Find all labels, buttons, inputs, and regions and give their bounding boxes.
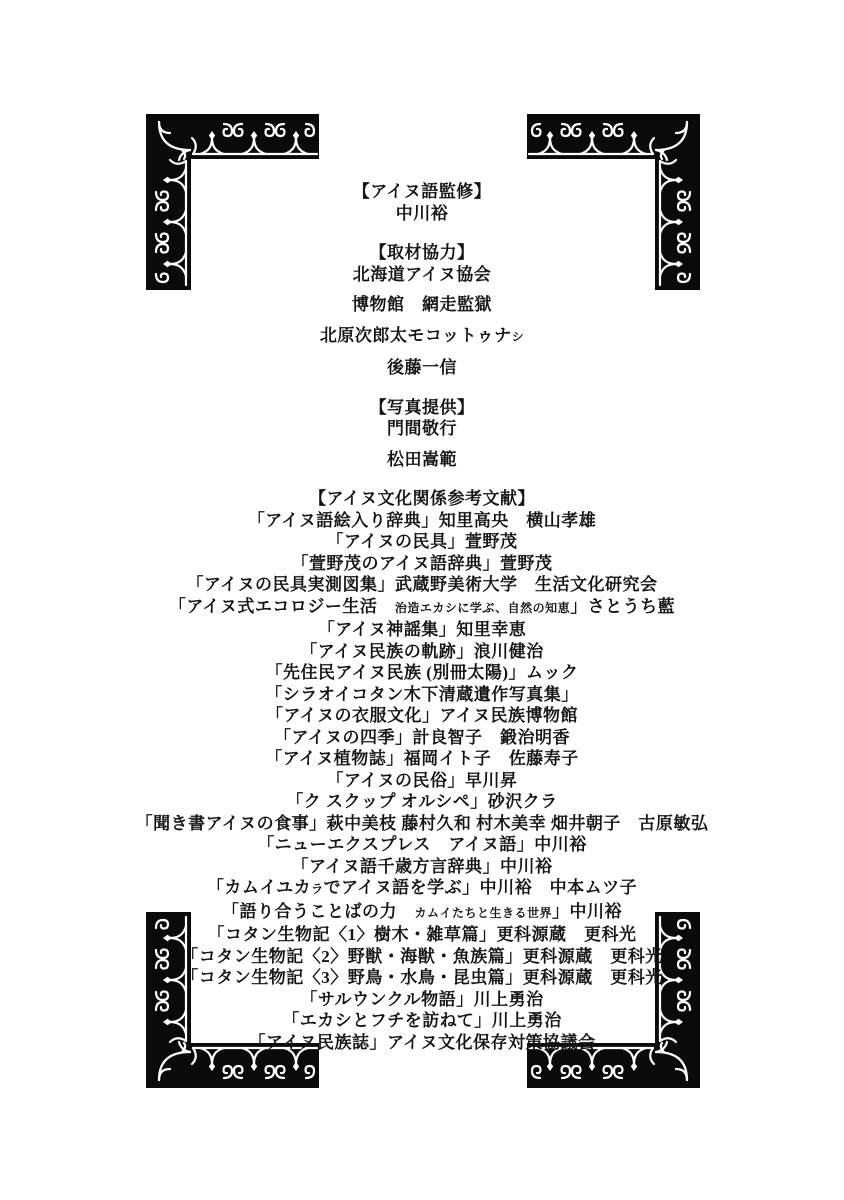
reference-line bbox=[0, 574, 844, 596]
section-items bbox=[0, 510, 844, 1054]
reference-line bbox=[0, 967, 844, 989]
reference-line bbox=[0, 531, 844, 553]
credit-line bbox=[0, 418, 844, 440]
reference-line bbox=[0, 662, 844, 684]
credit-text: 」中川裕 bbox=[552, 901, 622, 921]
reference-line bbox=[0, 553, 844, 575]
credit-line bbox=[0, 325, 844, 349]
credit-text: 」さとうち藍 bbox=[570, 596, 676, 616]
section-photo-credits bbox=[0, 397, 844, 471]
reference-line bbox=[0, 856, 844, 878]
reference-line bbox=[0, 813, 844, 835]
reference-line bbox=[0, 1010, 844, 1032]
section-ainu-language-supervision bbox=[0, 181, 844, 224]
reference-line bbox=[0, 510, 844, 532]
credit-text: 博物館 網走監獄 bbox=[352, 295, 492, 314]
section-heading: 【写真提供】 bbox=[369, 397, 475, 417]
credit-text: 松田嵩範 bbox=[387, 449, 457, 469]
credit-text: 北海道アイヌ協会 bbox=[352, 264, 492, 284]
credit-line bbox=[0, 203, 844, 225]
reference-line bbox=[0, 989, 844, 1011]
reference-line bbox=[0, 684, 844, 706]
credit-text: 「アイヌ語千歳方言辞典」中川裕 bbox=[291, 856, 553, 876]
section-heading: 【取材協力】 bbox=[369, 243, 475, 262]
reference-line bbox=[0, 834, 844, 856]
credit-line bbox=[0, 264, 844, 286]
credit-text-small: シ bbox=[511, 329, 525, 344]
reference-line bbox=[0, 791, 844, 813]
section-heading: 【アイヌ語監修】 bbox=[352, 182, 492, 201]
credit-text: 「アイヌの衣服文化」アイヌ民族博物館 bbox=[266, 706, 578, 725]
credit-text: 「ク スクップ オルシペ」砂沢クラ bbox=[286, 792, 558, 811]
credit-text: 「コタン生物記〈1〉樹木・雑草篇」更科源蔵 更科光 bbox=[207, 925, 637, 944]
credit-text: 「アイヌ民族の軌跡」浪川健治 bbox=[300, 641, 544, 661]
credit-text: 「コタン生物記〈3〉野鳥・水鳥・昆虫篇」更科源蔵 更科光 bbox=[181, 968, 663, 987]
section-heading: 【アイヌ文化関係参考文献】 bbox=[309, 489, 535, 508]
credit-text-small: ラ bbox=[311, 882, 324, 896]
section-references bbox=[0, 488, 844, 1053]
credit-text: 後藤一信 bbox=[387, 358, 457, 377]
credit-text: 「カムイユカ bbox=[206, 878, 312, 897]
credit-text: 「聞き書アイヌの食事」萩中美枝 藤村久和 村木美幸 畑井朝子 古原敏弘 bbox=[135, 813, 709, 833]
section-items bbox=[0, 264, 844, 379]
credit-text: 「アイヌ民族誌」アイヌ文化保存対策協議会 bbox=[248, 1032, 596, 1052]
credit-text: 「エカシとフチを訪ねて」川上勇治 bbox=[282, 1011, 562, 1030]
credit-text: 「萱野茂のアイヌ語辞典」萱野茂 bbox=[291, 553, 553, 573]
reference-line bbox=[0, 877, 844, 901]
credit-text: 「アイヌの四季」計良智子 鍛治明香 bbox=[274, 727, 570, 747]
section-items bbox=[0, 203, 844, 225]
section-research-cooperation bbox=[0, 242, 844, 379]
reference-line bbox=[0, 1032, 844, 1054]
credit-text: 「先住民アイヌ民族 (別冊太陽)」ムック bbox=[265, 663, 579, 682]
credit-text: 「ニューエクスプレス アイヌ語」中川裕 bbox=[257, 835, 587, 854]
credit-text: 「アイヌの民俗」早川昇 bbox=[326, 770, 518, 790]
reference-line bbox=[0, 748, 844, 770]
credit-text: 中川裕 bbox=[395, 203, 449, 223]
reference-line bbox=[0, 727, 844, 749]
credit-text: 「語り合うことばの力 bbox=[221, 901, 415, 921]
reference-line bbox=[0, 596, 844, 620]
section-items bbox=[0, 418, 844, 470]
reference-line bbox=[0, 641, 844, 663]
credits-content bbox=[0, 181, 844, 1053]
credit-text: 「コタン生物記〈2〉野獣・海獣・魚族篇」更科源蔵 更科光 bbox=[181, 946, 663, 966]
reference-line bbox=[0, 946, 844, 968]
credit-text-small: カムイたちと生きる世界 bbox=[414, 905, 552, 920]
reference-line bbox=[0, 705, 844, 727]
credit-text: 「アイヌ神謡集」知里幸恵 bbox=[317, 620, 527, 639]
credit-text: 門間敬行 bbox=[387, 419, 457, 438]
credit-line bbox=[0, 357, 844, 379]
credit-text: 北原次郎太モコットゥナ bbox=[319, 325, 512, 345]
credit-line bbox=[0, 449, 844, 471]
credit-text: 「アイヌ式エコロジー生活 bbox=[168, 596, 395, 616]
credit-text: 「アイヌの民具実測図集」武蔵野美術大学 生活文化研究会 bbox=[186, 575, 658, 594]
credit-line bbox=[0, 294, 844, 316]
credit-text: 「アイヌの民具」萱野茂 bbox=[326, 532, 518, 551]
credit-text: 「シラオイコタン木下清蔵遺作写真集」 bbox=[265, 684, 579, 704]
reference-line bbox=[0, 770, 844, 792]
reference-line bbox=[0, 901, 844, 925]
reference-line bbox=[0, 924, 844, 946]
credit-text: でアイヌ語を学ぶ」中川裕 中本ムツ子 bbox=[323, 878, 638, 897]
credit-text: 「アイヌ植物誌」福岡イト子 佐藤寿子 bbox=[265, 749, 579, 768]
credit-text: 「アイヌ語絵入り辞典」知里高央 横山孝雄 bbox=[247, 510, 597, 530]
credit-text: 「サルウンクル物語」川上勇治 bbox=[300, 989, 544, 1009]
credit-text-small: 治造エカシに学ぶ、自然の知恵 bbox=[394, 600, 571, 615]
reference-line bbox=[0, 619, 844, 641]
